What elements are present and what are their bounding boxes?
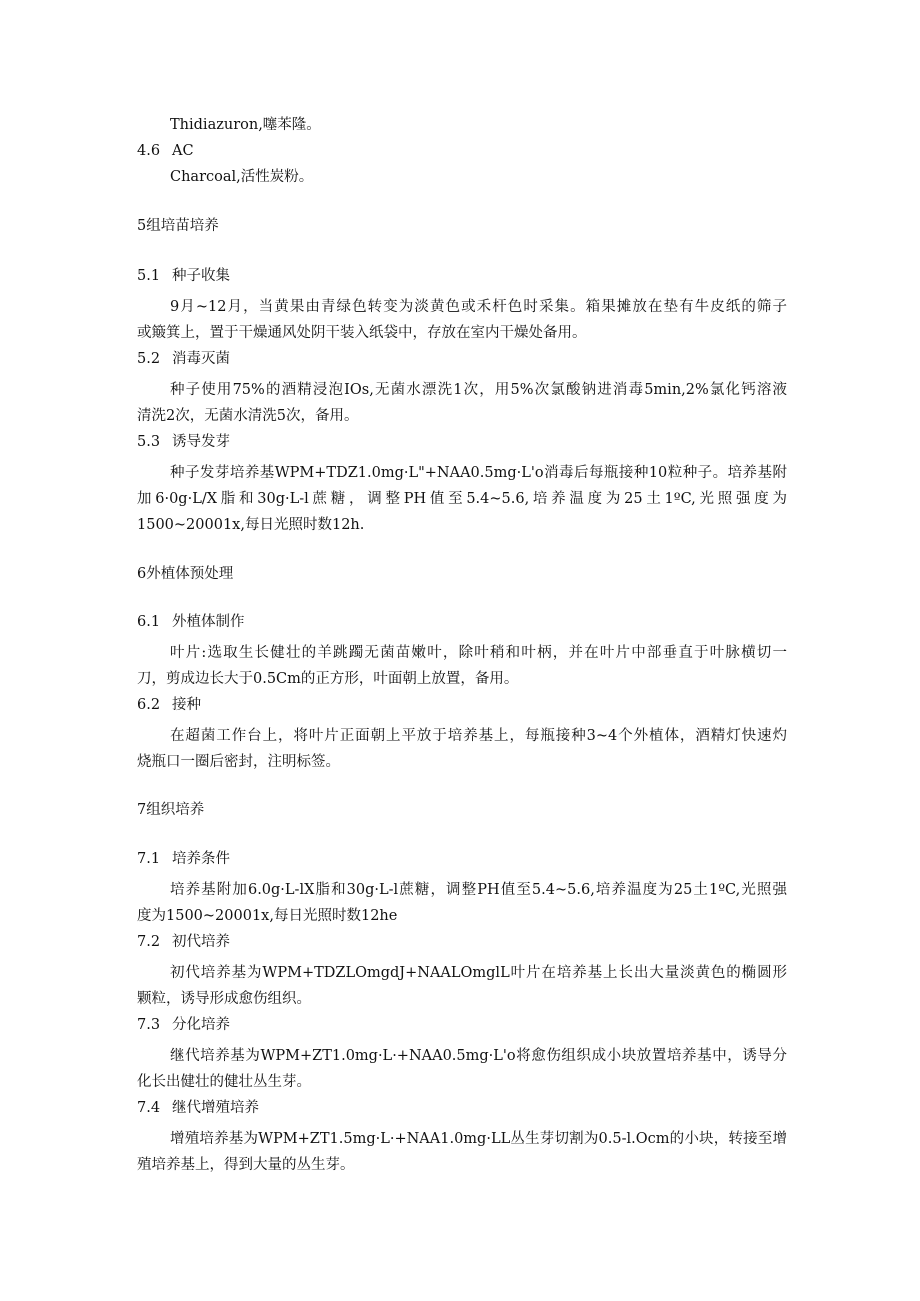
subsection-7-1-heading <box>137 846 787 872</box>
subsection-title: 分化培养 <box>172 1017 230 1033</box>
paragraph-line: 或簸箕上，置于干燥通风处阴干装入纸袋中，存放在室内干燥处备用。 <box>137 325 587 341</box>
paragraph-line: 种子使用75%的酒精浸泡IOs,无菌水漂洗1次，用5%次氯酸钠进消毒5min,2%氯化钙溶液 <box>170 382 787 398</box>
paragraph-line: 在超菌工作台上，将叶片正面朝上平放于培养基上，每瓶接种3~4个外植体，酒精灯快速灼 <box>170 728 787 744</box>
subsection-number: 7.1 <box>137 851 161 867</box>
paragraph-line: 加6·0g·L/X脂和30g·L-l蔗糖，调整PH值至5.4~5.6,培养温度为25土1ºC,光照强度为 <box>137 491 787 507</box>
subsection-title: 初代培养 <box>172 934 230 950</box>
paragraph-line: 继代培养基为WPM+ZT1.0mg·L·+NAA0.5mg·L'o将愈伤组织成小块放置培养基中，诱导分 <box>170 1048 787 1064</box>
subsection-number: 6.1 <box>137 614 161 630</box>
ac-definition: Charcoal,活性炭粉。 <box>170 169 314 185</box>
section-5-title: 5组培苗培养 <box>137 218 219 234</box>
paragraph-line: 化长出健壮的健壮丛生芽。 <box>137 1074 311 1090</box>
paragraph-line: 培养基附加6.0g·L-lX脂和30g·L-l蔗糖，调整PH值至5.4~5.6,培养温度为25土1ºC,光照强 <box>170 882 787 898</box>
term-4-6-heading <box>137 138 787 164</box>
subsection-6-1-heading <box>137 609 787 635</box>
section-6-title: 6外植体预处理 <box>137 566 234 582</box>
subsection-number: 7.3 <box>137 1017 161 1033</box>
subsection-5-2-heading <box>137 346 787 372</box>
subsection-title: 培养条件 <box>172 851 230 867</box>
paragraph-line: 初代培养基为WPM+TDZLOmgdJ+NAALOmglL叶片在培养基上长出大量淡黄色的椭圆形 <box>170 965 787 981</box>
subsection-number: 6.2 <box>137 697 161 713</box>
subsection-title: 诱导发芽 <box>172 434 230 450</box>
paragraph-line: 增殖培养基为WPM+ZT1.5mg·L·+NAA1.0mg·LL丛生芽切割为0.5-l.Ocm的小块，转接至增 <box>170 1131 787 1147</box>
subsection-5-3-heading <box>137 429 787 455</box>
paragraph-line: 9月~12月，当黄果由青绿色转变为淡黄色或禾杆色时采集。箱果摊放在垫有牛皮纸的筛子 <box>170 299 787 315</box>
subsection-number: 7.2 <box>137 934 161 950</box>
subsection-number: 5.1 <box>137 268 161 284</box>
section-7-title: 7组织培养 <box>137 802 205 818</box>
paragraph-line: 殖培养基上，得到大量的丛生芽。 <box>137 1157 355 1173</box>
subsection-title: 种子收集 <box>172 268 230 284</box>
subsection-number: 5.2 <box>137 351 161 367</box>
paragraph-line: 烧瓶口一圈后密封，注明标签。 <box>137 754 340 770</box>
paragraph-line: 叶片:选取生长健壮的羊跳躅无菌苗嫩叶，除叶稍和叶柄，并在叶片中部垂直于叶脉横切一 <box>170 645 787 661</box>
subsection-title: 消毒灭菌 <box>172 351 230 367</box>
term-abbr: AC <box>172 143 194 159</box>
subsection-6-2-heading <box>137 692 787 718</box>
subsection-7-3-heading <box>137 1012 787 1038</box>
subsection-7-4-heading <box>137 1095 787 1121</box>
paragraph-line: 清洗2次，无菌水清洗5次，备用。 <box>137 408 359 424</box>
subsection-7-2-heading <box>137 929 787 955</box>
paragraph-line: 度为1500~20001x,每日光照时数12he <box>137 908 398 924</box>
subsection-number: 7.4 <box>137 1100 161 1116</box>
subsection-title: 外植体制作 <box>172 614 245 630</box>
paragraph-line: 刀，剪成边长大于0.5Cm的正方形，叶面朝上放置，备用。 <box>137 671 519 687</box>
paragraph-line: 种子发芽培养基WPM+TDZ1.0mg·L"+NAA0.5mg·L'o消毒后每瓶接种10粒种子。培养基附 <box>170 465 787 481</box>
subsection-number: 5.3 <box>137 434 161 450</box>
paragraph-line: 颗粒，诱导形成愈伤组织。 <box>137 991 311 1007</box>
paragraph-line: 1500~20001x,每日光照时数12h. <box>137 517 365 533</box>
subsection-5-1-heading <box>137 263 787 289</box>
subsection-title: 接种 <box>172 697 201 713</box>
tdz-definition: Thidiazuron,噻苯隆。 <box>170 117 321 133</box>
term-number: 4.6 <box>137 143 161 159</box>
subsection-title: 继代增殖培养 <box>172 1100 259 1116</box>
